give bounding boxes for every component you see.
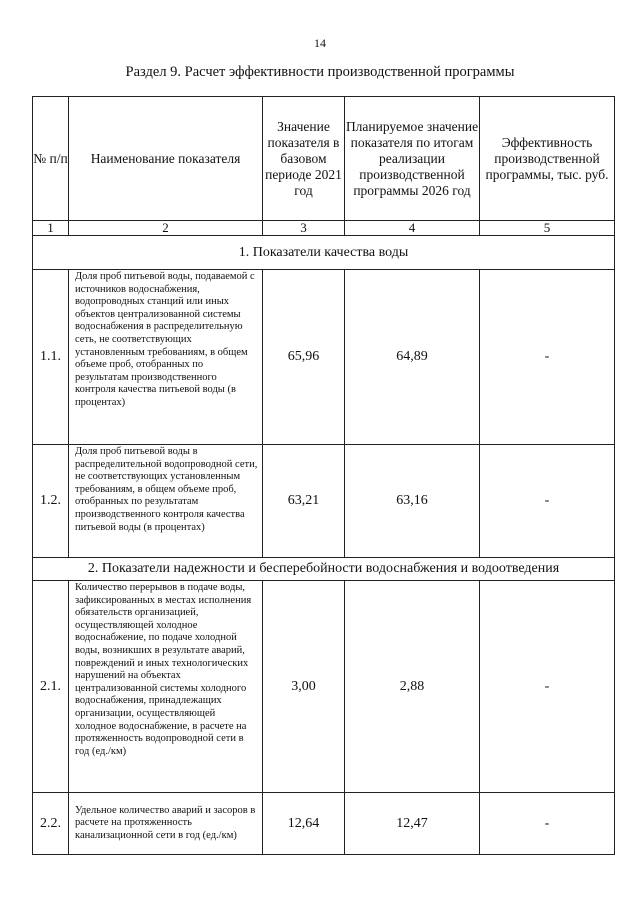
row-name: Доля проб питьевой воды, подаваемой с источников водоснабжения, водопроводных станций или иных объектов централизованной системы водоснабжения в распределительную сеть, не соответствующих установленным требованиям, в общем объеме проб, отобранных по результатам производственного контроля качества питьевой воды (в процентах) — [69, 270, 263, 445]
row-planned-value: 12,47 — [345, 793, 480, 855]
column-number: 1 — [33, 221, 69, 236]
row-base-value: 12,64 — [263, 793, 345, 855]
group-row — [33, 236, 615, 270]
group-title: 1. Показатели качества воды — [33, 236, 615, 270]
row-name: Доля проб питьевой воды в распределительной водопроводной сети, не соответствующих установленным требованиям, в общем объеме проб, отобранных по результатам производственного контроля качества питьевой воды (в процентах) — [69, 445, 263, 558]
group-row — [33, 558, 615, 581]
table-row — [33, 270, 615, 445]
row-base-value: 65,96 — [263, 270, 345, 445]
column-number-row — [33, 221, 615, 236]
row-planned-value: 64,89 — [345, 270, 480, 445]
column-number: 5 — [480, 221, 615, 236]
table-row — [33, 793, 615, 855]
row-index: 2.1. — [33, 581, 69, 793]
column-number: 3 — [263, 221, 345, 236]
header-planned-value: Планируемое значение показателя по итогам реализации производственной программы 2026 год — [345, 97, 480, 221]
row-base-value: 3,00 — [263, 581, 345, 793]
row-efficiency: - — [480, 270, 615, 445]
row-efficiency: - — [480, 793, 615, 855]
column-number: 4 — [345, 221, 480, 236]
row-efficiency: - — [480, 581, 615, 793]
table-row — [33, 581, 615, 793]
column-number: 2 — [69, 221, 263, 236]
row-index: 1.1. — [33, 270, 69, 445]
row-base-value: 63,21 — [263, 445, 345, 558]
header-base-value: Значение показателя в базовом периоде 2021 год — [263, 97, 345, 221]
row-name: Удельное количество аварий и засоров в расчете на протяженность канализационной сети в год (ед./км) — [69, 793, 263, 855]
table-row — [33, 445, 615, 558]
section-title: Раздел 9. Расчет эффективности производственной программы — [125, 64, 515, 80]
row-index: 1.2. — [33, 445, 69, 558]
row-name: Количество перерывов в подаче воды, зафиксированных в местах исполнения обязательств организацией, осуществляющей холодное водоснабжение, по подаче холодной воды, возникших в результате аварий, повреждений и иных технологических нарушений на объектах централизованной системы холодного водоснабжения, принадлежащих организации, осуществляющей холодное водоснабжение, в расчете на протяженность водопроводной сети в год (ед./км) — [69, 581, 263, 793]
group-title: 2. Показатели надежности и бесперебойности водоснабжения и водоотведения — [33, 558, 615, 581]
header-efficiency: Эффективность производственной программы, тыс. руб. — [480, 97, 615, 221]
header-row — [33, 97, 615, 221]
row-index: 2.2. — [33, 793, 69, 855]
header-index: № п/п — [33, 97, 69, 221]
efficiency-table — [32, 96, 615, 855]
page-number: 14 — [314, 36, 326, 50]
row-planned-value: 2,88 — [345, 581, 480, 793]
row-planned-value: 63,16 — [345, 445, 480, 558]
header-name: Наименование показателя — [69, 97, 263, 221]
row-efficiency: - — [480, 445, 615, 558]
